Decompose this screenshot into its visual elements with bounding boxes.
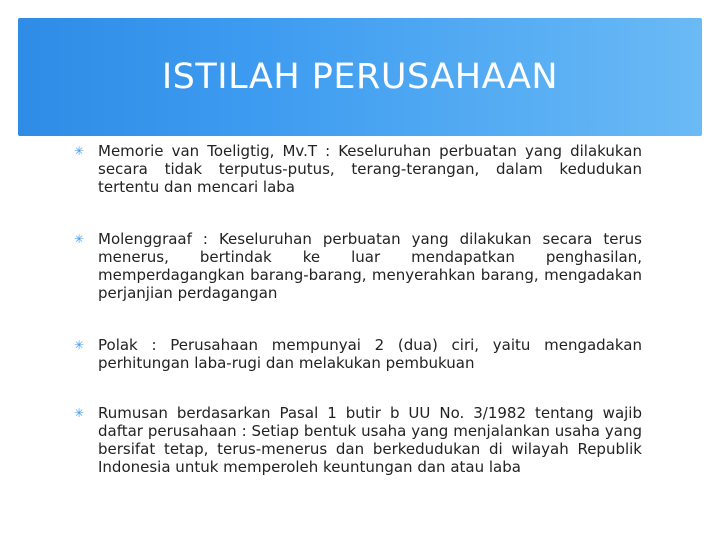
asterisk-bullet-icon: ✳ bbox=[74, 338, 85, 352]
bullet-item bbox=[74, 142, 642, 196]
bullet-text: Memorie van Toeligtig, Mv.T : Keseluruhan perbuatan yang dilakukan secara tidak terputus-putus, terang-terangan, dalam kedudukan tertentu dan mencari laba bbox=[98, 142, 642, 196]
bullet-text: Rumusan berdasarkan Pasal 1 butir b UU No. 3/1982 tentang wajib daftar perusahaan : Setiap bentuk usaha yang menjalankan usaha yang bersifat tetap, terus-menerus dan berkedudukan di wilayah Republik Indonesia untuk memperoleh keuntungan dan atau laba bbox=[98, 404, 642, 476]
asterisk-bullet-icon: ✳ bbox=[74, 232, 85, 246]
bullet-item bbox=[74, 404, 642, 476]
bullet-text: Molenggraaf : Keseluruhan perbuatan yang dilakukan secara terus menerus, bertindak ke luar mendapatkan penghasilan, memperdagangkan barang-barang, menyerahkan barang, mengadakan perjanjian perdagangan bbox=[98, 230, 642, 302]
slide-title: ISTILAH PERUSAHAAN bbox=[161, 57, 559, 97]
asterisk-bullet-icon: ✳ bbox=[74, 406, 85, 420]
bullet-item bbox=[74, 336, 642, 372]
asterisk-bullet-icon: ✳ bbox=[74, 144, 85, 158]
bullet-item bbox=[74, 230, 642, 302]
bullet-text: Polak : Perusahaan mempunyai 2 (dua) ciri, yaitu mengadakan perhitungan laba-rugi dan melakukan pembukuan bbox=[98, 336, 642, 372]
